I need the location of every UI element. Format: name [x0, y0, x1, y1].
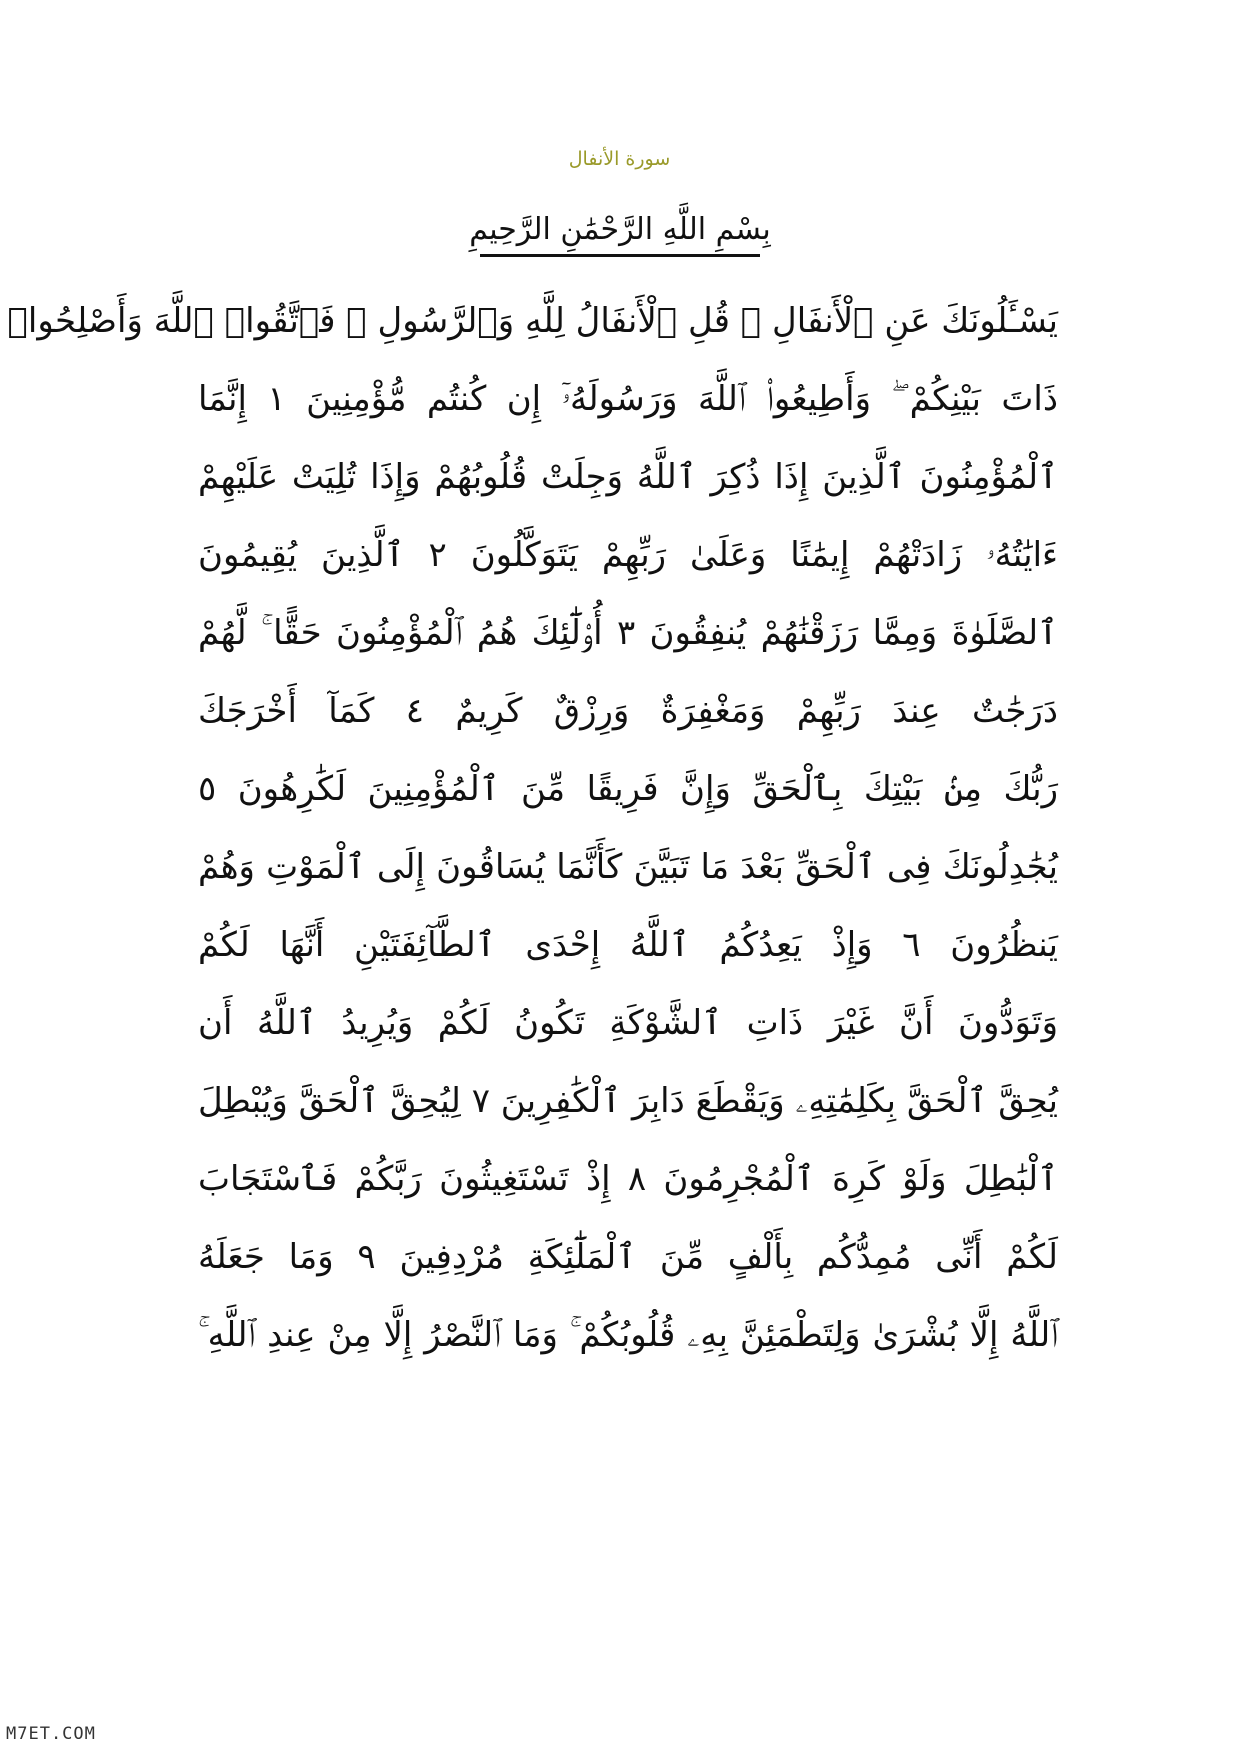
verse-line: يَنظُرُونَ ٦ وَإِذْ يَعِدُكُمُ ٱللَّهُ إِحْدَى ٱلطَّآئِفَتَيْنِ أَنَّهَا لَكُمْ: [198, 925, 1058, 965]
basmala: [400, 210, 840, 270]
basmala-stroke: [480, 254, 760, 257]
verse-line: يَسْـَٔلُونَكَ عَنِ ٱلْأَنفَالِ ۖ قُلِ ٱلْأَنفَالُ لِلَّهِ وَٱلرَّسُولِ ۖ فَٱتَّقُوا۟ ٱللَّهَ وَأَصْلِحُوا۟: [7, 301, 1058, 341]
verse-line: ءَايَٰتُهُۥ زَادَتْهُمْ إِيمَٰنًا وَعَلَىٰ رَبِّهِمْ يَتَوَكَّلُونَ ٢ ٱلَّذِينَ يُقِيمُونَ: [198, 535, 1058, 575]
verse-line: رَبُّكَ مِنۢ بَيْتِكَ بِٱلْحَقِّ وَإِنَّ فَرِيقًا مِّنَ ٱلْمُؤْمِنِينَ لَكَٰرِهُونَ ٥: [198, 769, 1058, 809]
verse-line: وَتَوَدُّونَ أَنَّ غَيْرَ ذَاتِ ٱلشَّوْكَةِ تَكُونُ لَكُمْ وَيُرِيدُ ٱللَّهُ أَن: [198, 1003, 1058, 1043]
basmala-text: بِسْمِ اللَّهِ الرَّحْمَٰنِ الرَّحِيمِ: [469, 212, 771, 247]
verse-line: يُجَٰدِلُونَكَ فِى ٱلْحَقِّ بَعْدَ مَا تَبَيَّنَ كَأَنَّمَا يُسَاقُونَ إِلَى ٱلْمَوْتِ وَهُمْ: [198, 847, 1058, 887]
verses-block: [7, 282, 1058, 1374]
verse-line: ٱللَّهُ إِلَّا بُشْرَىٰ وَلِتَطْمَئِنَّ بِهِۦ قُلُوبُكُمْ ۚ وَمَا ٱلنَّصْرُ إِلَّا مِنْ عِندِ ٱللَّهِ ۚ: [198, 1315, 1058, 1355]
verse-line: ذَاتَ بَيْنِكُمْ ۖ وَأَطِيعُوا۟ ٱللَّهَ وَرَسُولَهُۥٓ إِن كُنتُم مُّؤْمِنِينَ ١ إِنَّمَا: [198, 379, 1058, 419]
verse-line: دَرَجَٰتٌ عِندَ رَبِّهِمْ وَمَغْفِرَةٌ وَرِزْقٌ كَرِيمٌ ٤ كَمَآ أَخْرَجَكَ: [198, 691, 1058, 731]
site-watermark: M7ET.COM: [6, 1724, 96, 1744]
verse-line: لَكُمْ أَنِّى مُمِدُّكُم بِأَلْفٍ مِّنَ ٱلْمَلَٰٓئِكَةِ مُرْدِفِينَ ٩ وَمَا جَعَلَهُ: [198, 1237, 1058, 1277]
verse-line: ٱلصَّلَوٰةَ وَمِمَّا رَزَقْنَٰهُمْ يُنفِقُونَ ٣ أُو۟لَٰٓئِكَ هُمُ ٱلْمُؤْمِنُونَ حَقًّا ۚ لَّهُمْ: [198, 613, 1058, 653]
verse-line: ٱلْبَٰطِلَ وَلَوْ كَرِهَ ٱلْمُجْرِمُونَ ٨ إِذْ تَسْتَغِيثُونَ رَبَّكُمْ فَٱسْتَجَابَ: [198, 1159, 1058, 1199]
surah-title: سورة الأنفال: [568, 148, 671, 170]
verse-line: يُحِقَّ ٱلْحَقَّ بِكَلِمَٰتِهِۦ وَيَقْطَعَ دَابِرَ ٱلْكَٰفِرِينَ ٧ لِيُحِقَّ ٱلْحَقَّ وَيُبْطِلَ: [198, 1081, 1058, 1121]
verse-line: ٱلْمُؤْمِنُونَ ٱلَّذِينَ إِذَا ذُكِرَ ٱللَّهُ وَجِلَتْ قُلُوبُهُمْ وَإِذَا تُلِيَتْ عَلَيْهِمْ: [198, 457, 1058, 497]
